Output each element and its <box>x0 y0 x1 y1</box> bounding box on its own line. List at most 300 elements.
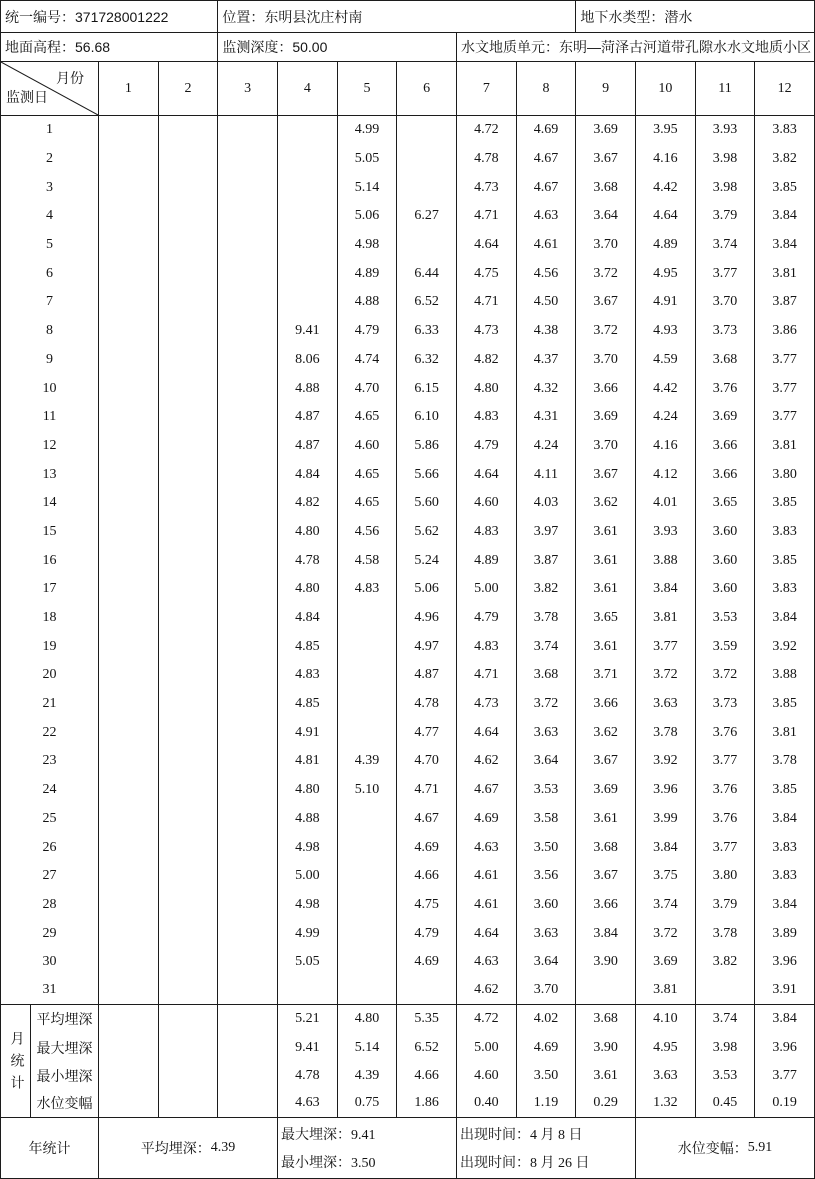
depth-value-cell <box>159 776 219 805</box>
depth-value-cell <box>99 518 159 547</box>
depth-value-cell: 4.42 <box>636 173 696 202</box>
station-id-value: 371728001222 <box>75 8 169 25</box>
depth-value-cell <box>159 374 219 403</box>
depth-value-cell <box>278 202 338 231</box>
depth-value-cell <box>218 489 278 518</box>
depth-value-cell: 4.78 <box>457 145 517 174</box>
stat-value-cell: 0.45 <box>696 1090 756 1118</box>
stat-value-cell: 0.75 <box>338 1090 398 1118</box>
depth-value-cell: 3.70 <box>576 432 636 461</box>
depth-value-cell <box>159 173 219 202</box>
corner-month-label: 月份 <box>56 72 84 87</box>
depth-value-cell: 3.72 <box>636 919 696 948</box>
month-header-2: 2 <box>159 62 219 116</box>
depth-value-cell: 3.53 <box>517 776 577 805</box>
depth-value-cell: 5.62 <box>397 518 457 547</box>
depth-value-cell <box>218 460 278 489</box>
depth-value-cell: 3.78 <box>696 919 756 948</box>
depth-value-cell: 4.69 <box>457 805 517 834</box>
depth-value-cell: 3.64 <box>517 747 577 776</box>
depth-value-cell <box>218 977 278 1006</box>
depth-value-cell: 3.84 <box>755 805 815 834</box>
stat-value-cell: 5.21 <box>278 1005 338 1033</box>
stat-value-cell: 1.32 <box>636 1090 696 1118</box>
day-label: 21 <box>1 690 99 719</box>
depth-value-cell <box>218 317 278 346</box>
depth-value-cell: 3.58 <box>517 805 577 834</box>
depth-value-cell: 3.70 <box>576 231 636 260</box>
annual-stats-label: 年统计 <box>1 1118 99 1179</box>
depth-value-cell: 4.61 <box>457 891 517 920</box>
depth-value-cell <box>397 977 457 1006</box>
depth-value-cell: 4.85 <box>278 690 338 719</box>
day-label: 12 <box>1 432 99 461</box>
location-cell <box>218 1 576 33</box>
depth-value-cell <box>159 690 219 719</box>
depth-value-cell <box>218 862 278 891</box>
depth-value-cell: 4.78 <box>397 690 457 719</box>
depth-value-cell: 4.91 <box>278 718 338 747</box>
depth-value-cell: 6.10 <box>397 403 457 432</box>
depth-value-cell: 3.81 <box>755 259 815 288</box>
depth-value-cell <box>99 747 159 776</box>
depth-value-cell: 4.89 <box>457 546 517 575</box>
stat-value-cell: 5.00 <box>457 1034 517 1062</box>
depth-value-cell: 4.66 <box>397 862 457 891</box>
depth-value-cell: 4.71 <box>457 661 517 690</box>
depth-value-cell: 4.61 <box>457 862 517 891</box>
stat-value-cell: 6.52 <box>397 1034 457 1062</box>
depth-value-cell: 4.78 <box>278 546 338 575</box>
max-depth-occurrence <box>460 1124 583 1144</box>
depth-value-cell <box>159 288 219 317</box>
depth-value-cell: 3.83 <box>755 575 815 604</box>
depth-value-cell <box>159 489 219 518</box>
depth-value-cell <box>159 805 219 834</box>
groundwater-type-cell <box>576 1 815 33</box>
depth-value-cell: 4.87 <box>278 432 338 461</box>
stat-label: 最小埋深 <box>31 1062 99 1090</box>
depth-value-cell: 3.84 <box>755 604 815 633</box>
depth-value-cell: 3.86 <box>755 317 815 346</box>
depth-value-cell: 3.61 <box>576 805 636 834</box>
corner-header-cell <box>1 62 99 116</box>
depth-value-cell: 4.80 <box>278 776 338 805</box>
depth-value-cell <box>397 145 457 174</box>
annual-amplitude-value: 5.91 <box>747 1140 773 1156</box>
depth-value-cell <box>99 948 159 977</box>
depth-value-cell <box>99 432 159 461</box>
depth-value-cell: 3.95 <box>636 116 696 145</box>
depth-value-cell: 4.61 <box>517 231 577 260</box>
depth-value-cell <box>159 546 219 575</box>
depth-value-cell: 3.96 <box>636 776 696 805</box>
depth-value-cell <box>218 948 278 977</box>
depth-value-cell: 3.61 <box>576 546 636 575</box>
depth-value-cell <box>99 173 159 202</box>
depth-value-cell: 4.64 <box>457 231 517 260</box>
depth-value-cell: 3.74 <box>696 231 756 260</box>
stat-value-cell <box>218 1090 278 1118</box>
depth-value-cell: 4.38 <box>517 317 577 346</box>
depth-value-cell <box>159 518 219 547</box>
depth-value-cell: 3.69 <box>576 403 636 432</box>
depth-value-cell: 3.53 <box>696 604 756 633</box>
depth-value-cell <box>278 231 338 260</box>
depth-value-cell: 3.61 <box>576 518 636 547</box>
depth-value-cell: 3.73 <box>696 317 756 346</box>
depth-value-cell: 3.77 <box>696 259 756 288</box>
depth-value-cell: 4.87 <box>278 403 338 432</box>
stat-value-cell: 0.29 <box>576 1090 636 1118</box>
stat-value-cell: 4.78 <box>278 1062 338 1090</box>
depth-value-cell <box>99 546 159 575</box>
depth-value-cell: 3.85 <box>755 690 815 719</box>
depth-value-cell: 3.89 <box>755 919 815 948</box>
depth-value-cell <box>218 575 278 604</box>
depth-value-cell: 4.69 <box>517 116 577 145</box>
depth-value-cell: 5.60 <box>397 489 457 518</box>
month-header-6: 6 <box>397 62 457 116</box>
depth-value-cell: 4.56 <box>338 518 398 547</box>
depth-value-cell <box>218 891 278 920</box>
depth-value-cell <box>159 948 219 977</box>
depth-value-cell: 3.84 <box>755 202 815 231</box>
depth-value-cell: 4.83 <box>278 661 338 690</box>
depth-value-cell: 4.71 <box>397 776 457 805</box>
depth-value-cell <box>159 116 219 145</box>
ground-elevation-value: 56.68 <box>75 39 111 55</box>
depth-value-cell: 3.71 <box>576 661 636 690</box>
depth-value-cell: 4.87 <box>397 661 457 690</box>
depth-value-cell: 3.76 <box>696 805 756 834</box>
depth-value-cell: 3.88 <box>755 661 815 690</box>
depth-value-cell <box>99 489 159 518</box>
stat-value-cell: 3.77 <box>755 1062 815 1090</box>
depth-value-cell <box>99 661 159 690</box>
stat-value-cell: 4.69 <box>517 1034 577 1062</box>
depth-value-cell: 4.70 <box>397 747 457 776</box>
depth-value-cell: 4.82 <box>278 489 338 518</box>
depth-value-cell: 3.67 <box>576 862 636 891</box>
depth-value-cell: 3.83 <box>755 116 815 145</box>
depth-value-cell: 4.97 <box>397 632 457 661</box>
depth-value-cell: 3.81 <box>636 604 696 633</box>
depth-value-cell <box>159 460 219 489</box>
day-label: 29 <box>1 919 99 948</box>
depth-value-cell <box>218 718 278 747</box>
depth-value-cell: 4.80 <box>457 374 517 403</box>
depth-value-cell: 4.75 <box>397 891 457 920</box>
depth-value-cell <box>159 632 219 661</box>
depth-value-cell: 4.67 <box>517 145 577 174</box>
annual-amplitude-label: 水位变幅： <box>677 1142 748 1158</box>
day-label: 27 <box>1 862 99 891</box>
depth-value-cell <box>218 288 278 317</box>
depth-value-cell: 4.67 <box>517 173 577 202</box>
depth-value-cell: 3.67 <box>576 747 636 776</box>
depth-value-cell: 3.63 <box>636 690 696 719</box>
depth-value-cell <box>338 919 398 948</box>
annual-mean-depth-label: 平均埋深： <box>140 1142 211 1158</box>
depth-value-cell: 3.68 <box>517 661 577 690</box>
depth-value-cell: 4.98 <box>278 833 338 862</box>
depth-value-cell <box>218 805 278 834</box>
depth-value-cell <box>159 833 219 862</box>
depth-value-cell: 3.72 <box>636 661 696 690</box>
depth-value-cell: 4.79 <box>338 317 398 346</box>
depth-value-cell: 3.99 <box>636 805 696 834</box>
day-label: 4 <box>1 202 99 231</box>
day-label: 1 <box>1 116 99 145</box>
depth-value-cell: 3.76 <box>696 718 756 747</box>
depth-value-cell: 4.64 <box>636 202 696 231</box>
depth-value-cell <box>218 661 278 690</box>
depth-value-cell <box>218 747 278 776</box>
depth-value-cell <box>99 690 159 719</box>
depth-value-cell: 4.88 <box>278 374 338 403</box>
stat-value-cell: 4.66 <box>397 1062 457 1090</box>
depth-value-cell: 4.58 <box>338 546 398 575</box>
depth-value-cell: 3.77 <box>636 632 696 661</box>
depth-value-cell <box>338 632 398 661</box>
depth-value-cell: 3.70 <box>696 288 756 317</box>
depth-value-cell <box>218 202 278 231</box>
location-value: 东明县沈庄村南 <box>264 8 363 25</box>
month-header-5: 5 <box>338 62 398 116</box>
depth-value-cell: 3.75 <box>636 862 696 891</box>
depth-value-cell <box>99 805 159 834</box>
depth-value-cell <box>99 259 159 288</box>
depth-value-cell: 3.83 <box>755 862 815 891</box>
depth-value-cell: 4.16 <box>636 432 696 461</box>
annual-mean-depth-value: 4.39 <box>210 1140 236 1156</box>
depth-value-cell: 4.91 <box>636 288 696 317</box>
depth-value-cell: 3.68 <box>576 173 636 202</box>
depth-value-cell: 4.71 <box>457 202 517 231</box>
depth-value-cell: 4.39 <box>338 747 398 776</box>
depth-value-cell: 4.73 <box>457 173 517 202</box>
depth-value-cell: 5.06 <box>338 202 398 231</box>
depth-value-cell: 4.62 <box>457 977 517 1006</box>
depth-value-cell: 5.05 <box>278 948 338 977</box>
depth-value-cell <box>278 116 338 145</box>
depth-value-cell <box>159 862 219 891</box>
depth-value-cell: 3.81 <box>755 718 815 747</box>
location-label: 位置： <box>222 8 265 25</box>
depth-value-cell: 3.63 <box>517 919 577 948</box>
min-depth-time-value: 8 月 26 日 <box>530 1156 590 1172</box>
stat-value-cell: 0.19 <box>755 1090 815 1118</box>
depth-value-cell: 4.70 <box>338 374 398 403</box>
depth-value-cell <box>338 977 398 1006</box>
depth-value-cell: 4.89 <box>636 231 696 260</box>
depth-value-cell: 3.82 <box>696 948 756 977</box>
depth-value-cell: 4.98 <box>278 891 338 920</box>
depth-value-cell: 3.73 <box>696 690 756 719</box>
day-label: 13 <box>1 460 99 489</box>
depth-value-cell: 4.16 <box>636 145 696 174</box>
depth-value-cell: 4.03 <box>517 489 577 518</box>
depth-value-cell: 3.82 <box>755 145 815 174</box>
depth-value-cell <box>218 919 278 948</box>
depth-value-cell: 5.86 <box>397 432 457 461</box>
day-label: 23 <box>1 747 99 776</box>
annual-mean-depth <box>99 1118 278 1179</box>
depth-value-cell: 3.87 <box>517 546 577 575</box>
depth-value-cell: 4.65 <box>338 460 398 489</box>
stat-value-cell: 3.68 <box>576 1005 636 1033</box>
depth-value-cell <box>576 977 636 1006</box>
stat-value-cell: 1.19 <box>517 1090 577 1118</box>
depth-value-cell: 4.64 <box>457 919 517 948</box>
depth-value-cell: 3.83 <box>755 833 815 862</box>
stat-label: 平均埋深 <box>31 1005 99 1033</box>
day-label: 16 <box>1 546 99 575</box>
depth-value-cell: 4.12 <box>636 460 696 489</box>
depth-value-cell <box>278 173 338 202</box>
depth-value-cell: 3.69 <box>576 776 636 805</box>
depth-value-cell: 5.24 <box>397 546 457 575</box>
depth-value-cell: 4.75 <box>457 259 517 288</box>
depth-value-cell: 4.64 <box>457 460 517 489</box>
depth-value-cell <box>159 575 219 604</box>
depth-value-cell <box>159 919 219 948</box>
depth-value-cell: 3.98 <box>696 145 756 174</box>
month-header-4: 4 <box>278 62 338 116</box>
depth-value-cell: 3.77 <box>696 747 756 776</box>
depth-value-cell <box>218 346 278 375</box>
stat-value-cell: 4.39 <box>338 1062 398 1090</box>
depth-value-cell: 3.87 <box>755 288 815 317</box>
depth-value-cell <box>278 288 338 317</box>
depth-value-cell: 3.84 <box>755 891 815 920</box>
stat-value-cell <box>99 1005 159 1033</box>
day-label: 30 <box>1 948 99 977</box>
depth-value-cell: 3.50 <box>517 833 577 862</box>
depth-value-cell: 4.83 <box>457 518 517 547</box>
depth-value-cell: 5.05 <box>338 145 398 174</box>
depth-value-cell: 3.67 <box>576 145 636 174</box>
stat-value-cell: 4.60 <box>457 1062 517 1090</box>
annual-min-depth <box>281 1152 376 1172</box>
depth-value-cell: 4.82 <box>457 346 517 375</box>
depth-value-cell: 3.82 <box>517 575 577 604</box>
min-depth-occurrence <box>460 1152 590 1172</box>
depth-value-cell: 3.72 <box>576 259 636 288</box>
stat-value-cell: 3.96 <box>755 1034 815 1062</box>
annual-max-depth-value: 9.41 <box>351 1128 376 1144</box>
stat-value-cell: 4.80 <box>338 1005 398 1033</box>
depth-value-cell: 3.96 <box>755 948 815 977</box>
depth-value-cell <box>99 460 159 489</box>
depth-value-cell: 3.74 <box>517 632 577 661</box>
depth-value-cell: 4.50 <box>517 288 577 317</box>
depth-value-cell <box>218 604 278 633</box>
depth-value-cell: 6.44 <box>397 259 457 288</box>
depth-value-cell: 3.85 <box>755 776 815 805</box>
day-label: 31 <box>1 977 99 1006</box>
depth-value-cell: 3.62 <box>576 718 636 747</box>
depth-value-cell: 3.60 <box>517 891 577 920</box>
depth-value-cell: 3.66 <box>696 432 756 461</box>
depth-value-cell: 4.99 <box>338 116 398 145</box>
depth-value-cell: 3.72 <box>696 661 756 690</box>
depth-value-cell: 4.89 <box>338 259 398 288</box>
depth-value-cell <box>159 891 219 920</box>
hydrogeologic-unit-value: 东明—菏泽古河道带孔隙水水文地质小区 <box>559 39 811 55</box>
stat-value-cell <box>159 1034 219 1062</box>
depth-value-cell: 4.24 <box>636 403 696 432</box>
depth-value-cell <box>218 546 278 575</box>
day-label: 19 <box>1 632 99 661</box>
stat-value-cell <box>218 1034 278 1062</box>
depth-value-cell: 3.61 <box>576 632 636 661</box>
month-header-7: 7 <box>457 62 517 116</box>
depth-value-cell: 4.95 <box>636 259 696 288</box>
depth-value-cell: 4.01 <box>636 489 696 518</box>
stat-value-cell: 5.35 <box>397 1005 457 1033</box>
depth-value-cell <box>278 977 338 1006</box>
depth-value-cell <box>338 833 398 862</box>
depth-value-cell <box>159 718 219 747</box>
stat-value-cell <box>218 1062 278 1090</box>
depth-value-cell: 3.77 <box>755 346 815 375</box>
depth-value-cell: 3.83 <box>755 518 815 547</box>
stat-value-cell <box>159 1090 219 1118</box>
day-label: 7 <box>1 288 99 317</box>
depth-value-cell <box>218 259 278 288</box>
monitoring-depth-label: 监测深度： <box>222 39 293 55</box>
depth-value-cell <box>218 833 278 862</box>
depth-value-cell: 4.60 <box>457 489 517 518</box>
depth-value-cell <box>159 317 219 346</box>
stat-value-cell <box>159 1062 219 1090</box>
depth-value-cell: 6.27 <box>397 202 457 231</box>
depth-value-cell: 3.56 <box>517 862 577 891</box>
depth-value-cell: 3.80 <box>696 862 756 891</box>
day-label: 22 <box>1 718 99 747</box>
depth-value-cell <box>338 718 398 747</box>
stat-value-cell: 4.02 <box>517 1005 577 1033</box>
depth-value-cell: 4.79 <box>457 604 517 633</box>
stat-label: 最大埋深 <box>31 1034 99 1062</box>
depth-value-cell <box>99 604 159 633</box>
day-label: 11 <box>1 403 99 432</box>
depth-value-cell: 4.84 <box>278 460 338 489</box>
depth-value-cell <box>99 403 159 432</box>
depth-value-cell: 3.66 <box>576 690 636 719</box>
depth-value-cell: 3.64 <box>517 948 577 977</box>
max-depth-time-value: 4 月 8 日 <box>530 1128 583 1144</box>
depth-value-cell: 4.65 <box>338 403 398 432</box>
depth-value-cell <box>99 202 159 231</box>
depth-value-cell: 3.84 <box>636 575 696 604</box>
depth-value-cell: 4.83 <box>338 575 398 604</box>
stat-value-cell <box>218 1005 278 1033</box>
depth-value-cell: 4.60 <box>338 432 398 461</box>
depth-value-cell: 6.52 <box>397 288 457 317</box>
depth-value-cell: 4.63 <box>457 833 517 862</box>
depth-value-cell: 3.70 <box>517 977 577 1006</box>
depth-value-cell: 4.24 <box>517 432 577 461</box>
depth-value-cell <box>218 145 278 174</box>
month-header-1: 1 <box>99 62 159 116</box>
station-id-cell <box>1 1 218 33</box>
month-header-9: 9 <box>576 62 636 116</box>
depth-value-cell: 3.84 <box>755 231 815 260</box>
depth-value-cell: 3.67 <box>576 460 636 489</box>
